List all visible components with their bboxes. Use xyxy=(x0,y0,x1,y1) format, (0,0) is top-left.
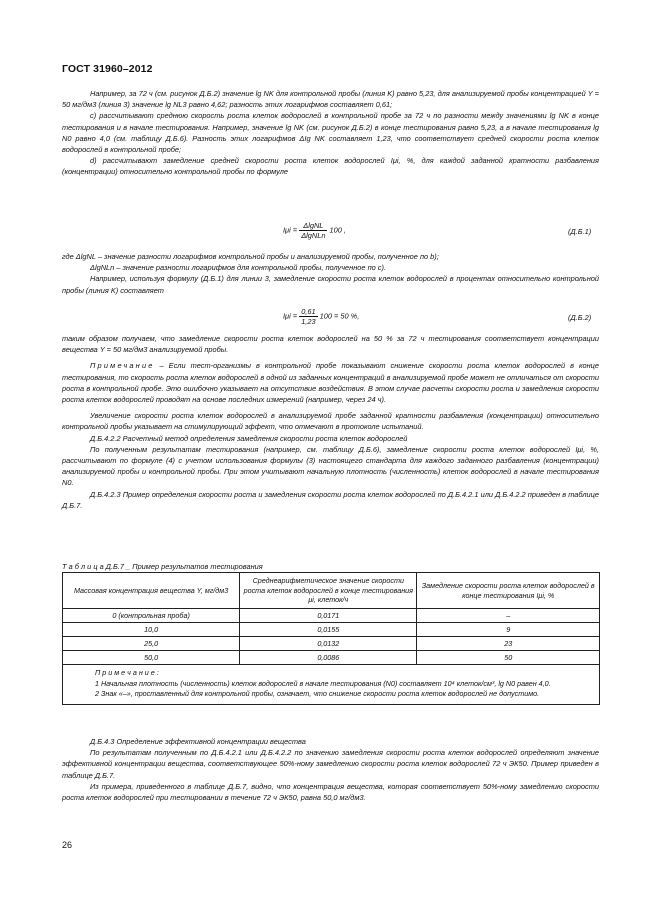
formula-lhs: Iμi = xyxy=(283,311,298,321)
table-cell: 10,0 xyxy=(63,623,240,637)
paragraph: Например, за 72 ч (см. рисунок Д.Б.2) значение lg NK для контрольной пробы (линия K) равно 5,23, для анализируемой пробы концентрацией Y = 50 мг/дм3 (линия 3) значение lg NL3 равно 4,62; разность этих логарифмов составляет 0,61; xyxy=(62,89,599,110)
table-row xyxy=(63,609,600,623)
table-cell: 50,0 xyxy=(63,651,240,665)
formula-fraction xyxy=(299,221,327,240)
paragraph: Например, используя формулу (Д.Б.1) для линии 3, замедление скорости роста клеток водорослей в процентах относительно контрольной пробы (линия K) составляет xyxy=(62,274,599,295)
paragraph: таким образом получаем, что замедление скорости роста клеток водорослей на 50 % за 72 ч тестирования соответствует концентрации вещества Y = 50 мг/дм3 анализируемой пробы. xyxy=(62,334,599,355)
formula-tail: 100 , xyxy=(329,225,346,235)
note-label: Примечание xyxy=(90,361,155,371)
table-header-cell: Массовая концентрация вещества Y, мг/дм3 xyxy=(63,573,240,609)
table-cell: 0,0132 xyxy=(240,637,417,651)
paragraph: Увеличение скорости роста клеток водорослей в анализируемой пробе заданной кратности разбавления (концентрации) относительно контрольной пробы указывает на стимулирующий эффект, что отмечают в протоколе испытаний. xyxy=(62,411,599,432)
document-header: ГОСТ 31960–2012 xyxy=(62,63,153,75)
formula-tail: 100 = 50 %, xyxy=(319,311,360,321)
table-note: 1 Начальная плотность (численность) клеток водорослей в начале тестирования (N0) составляет 10⁴ клеток/см³, lg N0 равен 4,0. xyxy=(95,678,551,688)
paragraph: Д.Б.4.2.3 Пример определения скорости роста и замедления скорости роста клеток водорослей по Д.Б.4.2.1 или Д.Б.4.2.2 приведен в таблице Д.Б.7. xyxy=(62,489,599,510)
paragraph: с) рассчитывают среднюю скорость роста клеток водорослей в контрольной пробе за 72 ч по разности между значениями lg NK в конце тестирования и в начале тестирования. Например, значение lg NK (см. рисунок Д.Б.2) в конце тестирования равно 5,23, а в начале тестирования lg N0 равно 4,0 (см. таблицу Д.Б.6). Разность этих логарифмов ΔIg NK составляет 1,23, что соответствует средней скорости роста клеток водорослей в контрольной пробе; xyxy=(62,111,599,155)
page-number: 26 xyxy=(62,840,73,850)
note-paragraph xyxy=(62,360,599,405)
text-block-1 xyxy=(62,88,599,178)
where-block xyxy=(62,251,599,296)
paragraph: Д.Б.4.2.2 Расчетный метод определения замедления скорости роста клеток водорослей xyxy=(90,433,408,443)
paragraph: d) рассчитывают замедление средней скорости роста клеток водорослей Iμi, %, для каждой заданной кратности разбавления (концентрации) относительно контрольной пробы по формуле xyxy=(62,156,599,177)
table-cell: 25,0 xyxy=(63,637,240,651)
table-note: 2 Знак «–», проставленный для контрольной пробы, означает, что снижение скорости роста клеток водорослей не допустимо. xyxy=(95,689,540,698)
formula-lhs: Iμi = xyxy=(283,225,298,235)
paragraph: Из примера, приведенного в таблице Д.Б.7, видно, что концентрация вещества, которая соответствует 50%-ному замедлению скорости роста клеток водорослей при тестировании в течение 72 ч ЭК50, равна 50,0 мг/дм3. xyxy=(62,781,599,803)
formula-db1 xyxy=(283,221,346,240)
table-cell: 50 xyxy=(417,651,600,665)
table-row xyxy=(63,651,600,665)
table-notes-row xyxy=(63,665,600,705)
table-header-cell: Замедление скорости роста клеток водорослей в конце тестирования Iμi, % xyxy=(417,573,600,609)
formula-numerator: ΔlgNL xyxy=(299,221,327,231)
note-text: – Если тест-организмы в контрольной пробе показывают снижение скорости роста клеток водорослей в конце тестирования, то скорость роста клеток водорослей в одной из заданных концентраций в анализируемой пробе может не отличаться от скорости роста в контрольной пробе. Это ошибочно указывает на отсутствие воздействия. В этом случае расчеты скорости роста и замедления скорости роста клеток водорослей проводят на основе последних измерений (например, через 24 ч). xyxy=(62,361,599,405)
table-cell: 0,0086 xyxy=(240,651,417,665)
table-notes-title: П р и м е ч а н и е : xyxy=(95,668,159,677)
table-cell: 0 (контрольная проба) xyxy=(63,609,240,623)
table-cell: 23 xyxy=(417,637,600,651)
table-cell: 0,0171 xyxy=(240,609,417,623)
paragraph: По результатам полученным по Д.Б.4.2.1 или Д.Б.4.2.2 по значению замедления скорости роста клеток водорослей определяют значение эффективной концентрации вещества, соответствующее 50%-ному замедлению скорости роста клеток водорослей 72 ч ЭК50. Пример приведен в таблице Д.Б.7. xyxy=(62,748,599,780)
equation-number: (Д.Б.2) xyxy=(568,313,592,322)
paragraph: Д.Б.4.3 Определение эффективной концентрации вещества xyxy=(90,737,306,746)
table-notes-cell xyxy=(63,665,600,705)
formula-fraction xyxy=(299,307,317,326)
text-block-3 xyxy=(62,736,599,803)
formula-numerator: 0,61 xyxy=(301,307,316,316)
results-table xyxy=(62,572,600,705)
where-line: где ΔlgNL – значение разности логарифмов контрольной пробы и анализируемой пробы, полученное по b); xyxy=(62,252,439,261)
equation-number: (Д.Б.1) xyxy=(568,227,592,236)
formula-db2 xyxy=(283,307,359,326)
paragraph: По полученным результатам тестирования (например, см. таблицу Д.Б.6), замедление скорости роста клеток водорослей Iμi, %, рассчитывают по формуле (4) с учетом использования формулы (3) настоящего стандарта для каждого заданного разбавления (концентрации) анализируемой пробы и контрольной пробы. При этом учитывают начальную плотность (численность) клеток водорослей в начале тестирования N0. xyxy=(62,444,599,488)
text-block-2 xyxy=(62,333,599,511)
table-cell: 0,0155 xyxy=(240,623,417,637)
table-header-cell: Среднеарифметическое значение скорости роста клеток водорослей в конце тестирования μi, клеток/ч xyxy=(240,573,417,609)
table-row xyxy=(63,623,600,637)
table-cell: – xyxy=(417,609,600,623)
table-header-row xyxy=(63,573,600,609)
table-cell: 9 xyxy=(417,623,600,637)
where-line: ΔlgNLn – значение разности логарифмов для контрольной пробы, полученное по c). xyxy=(90,263,387,273)
table-row xyxy=(63,637,600,651)
formula-denominator: 1,23 xyxy=(301,317,316,326)
table-caption: Т а б л и ц а Д.Б.7 _ Пример результатов тестирования xyxy=(62,562,263,571)
formula-denominator: ΔlgNLn xyxy=(301,231,326,240)
